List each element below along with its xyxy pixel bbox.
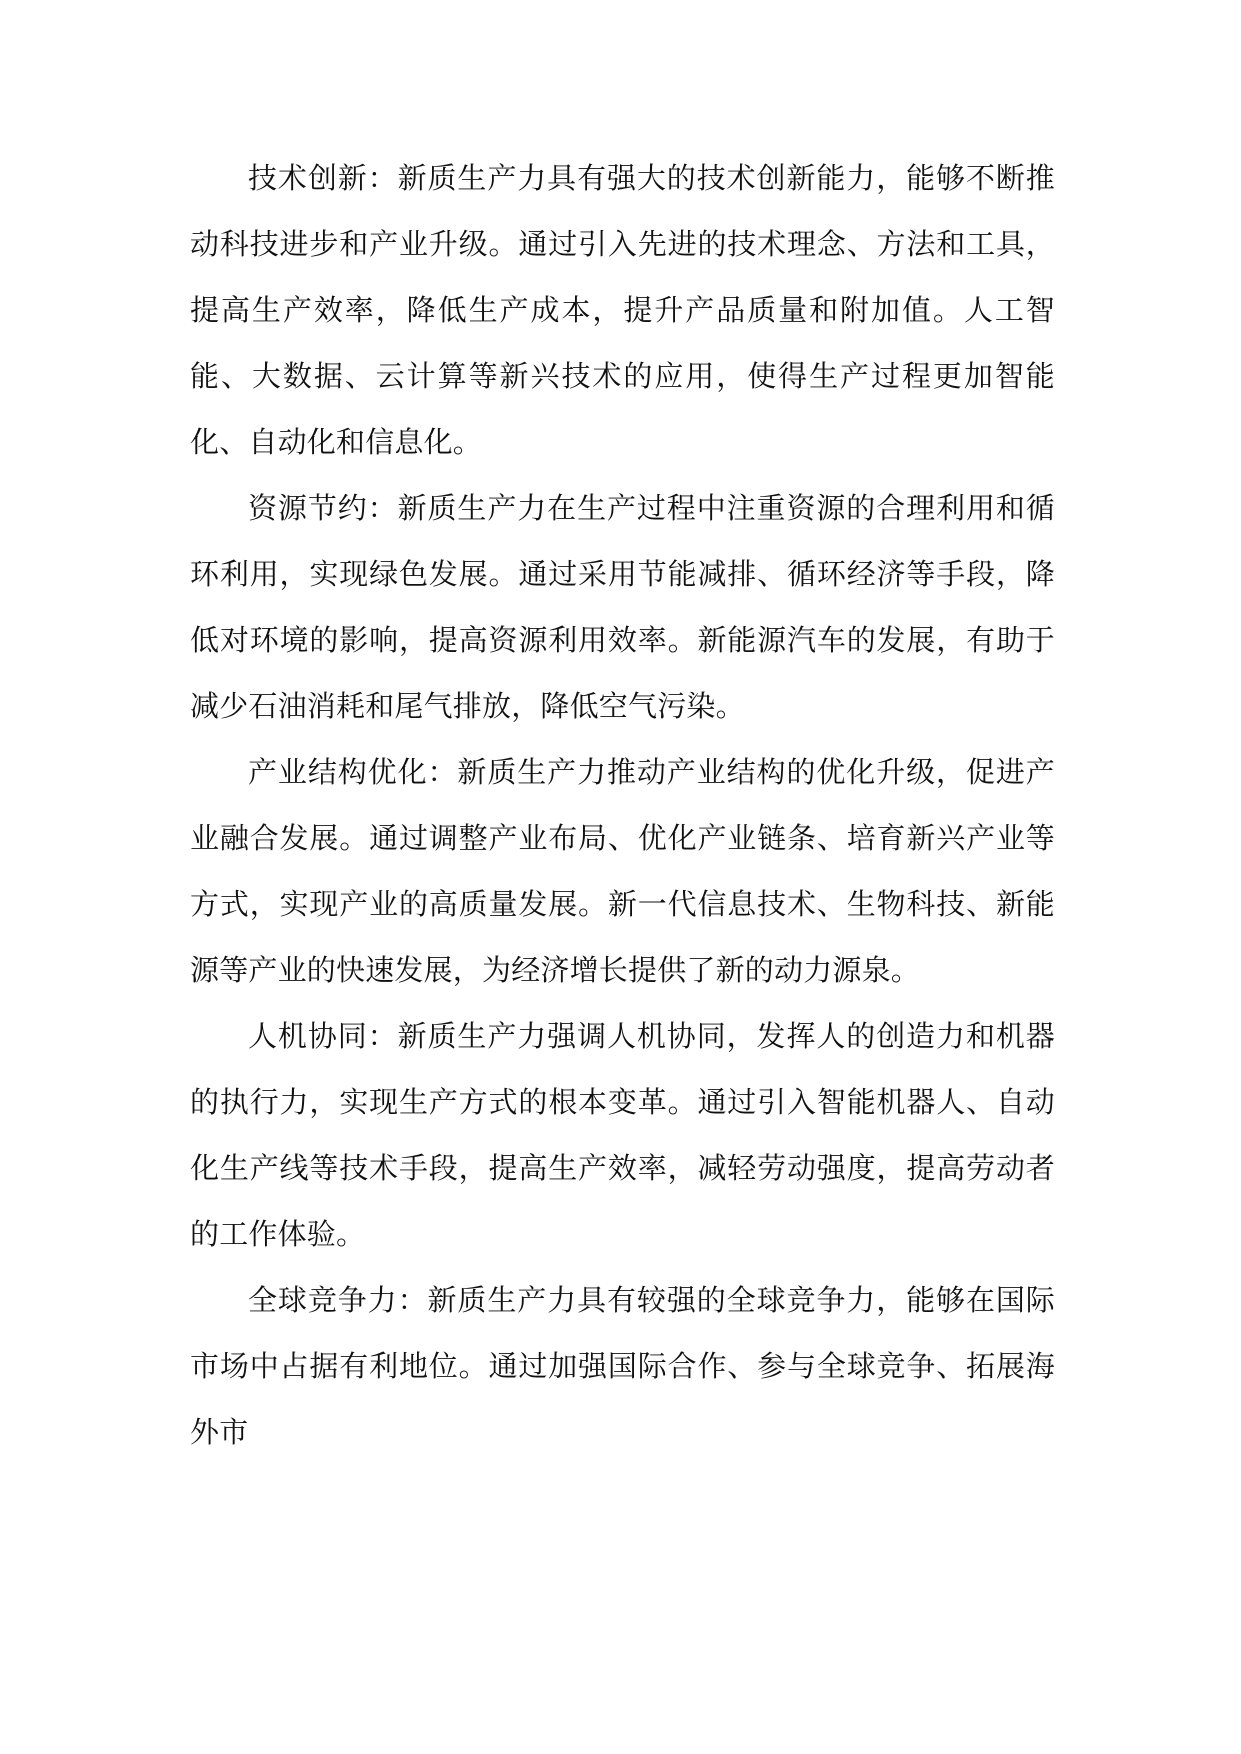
paragraph-text: 新质生产力在生产过程中注重资源的合理利用和循环利用，实现绿色发展。通过采用节能减排、循环经济等手段，降低对环境的影响，提高资源利用效率。新能源汽车的发展，有助于减少石油消耗和尾气排放，降低空气污染。 [190,491,1055,723]
paragraph-lead: 产业结构优化： [248,755,458,789]
paragraph-resource-saving [190,475,1055,739]
document-page [190,145,1055,1465]
paragraph-lead: 技术创新： [248,161,398,195]
paragraph-lead: 人机协同： [248,1019,398,1053]
paragraph-text: 新质生产力强调人机协同，发挥人的创造力和机器的执行力，实现生产方式的根本变革。通过引入智能机器人、自动化生产线等技术手段，提高生产效率，减轻劳动强度，提高劳动者的工作体验。 [190,1019,1055,1251]
paragraph-text: 新质生产力推动产业结构的优化升级，促进产业融合发展。通过调整产业布局、优化产业链条、培育新兴产业等方式，实现产业的高质量发展。新一代信息技术、生物科技、新能源等产业的快速发展，为经济增长提供了新的动力源泉。 [190,755,1055,987]
paragraph-technology-innovation [190,145,1055,475]
paragraph-global-competitiveness [190,1267,1055,1465]
paragraph-lead: 资源节约： [248,491,398,525]
paragraph-text: 新质生产力具有强大的技术创新能力，能够不断推动科技进步和产业升级。通过引入先进的技术理念、方法和工具，提高生产效率，降低生产成本，提升产品质量和附加值。人工智能、大数据、云计算等新兴技术的应用，使得生产过程更加智能化、自动化和信息化。 [190,161,1055,459]
paragraph-lead: 全球竞争力： [248,1283,428,1317]
paragraph-human-machine [190,1003,1055,1267]
paragraph-text: 新质生产力具有较强的全球竞争力，能够在国际市场中占据有利地位。通过加强国际合作、参与全球竞争、拓展海外市 [190,1283,1056,1449]
paragraph-industry-structure [190,739,1055,1003]
